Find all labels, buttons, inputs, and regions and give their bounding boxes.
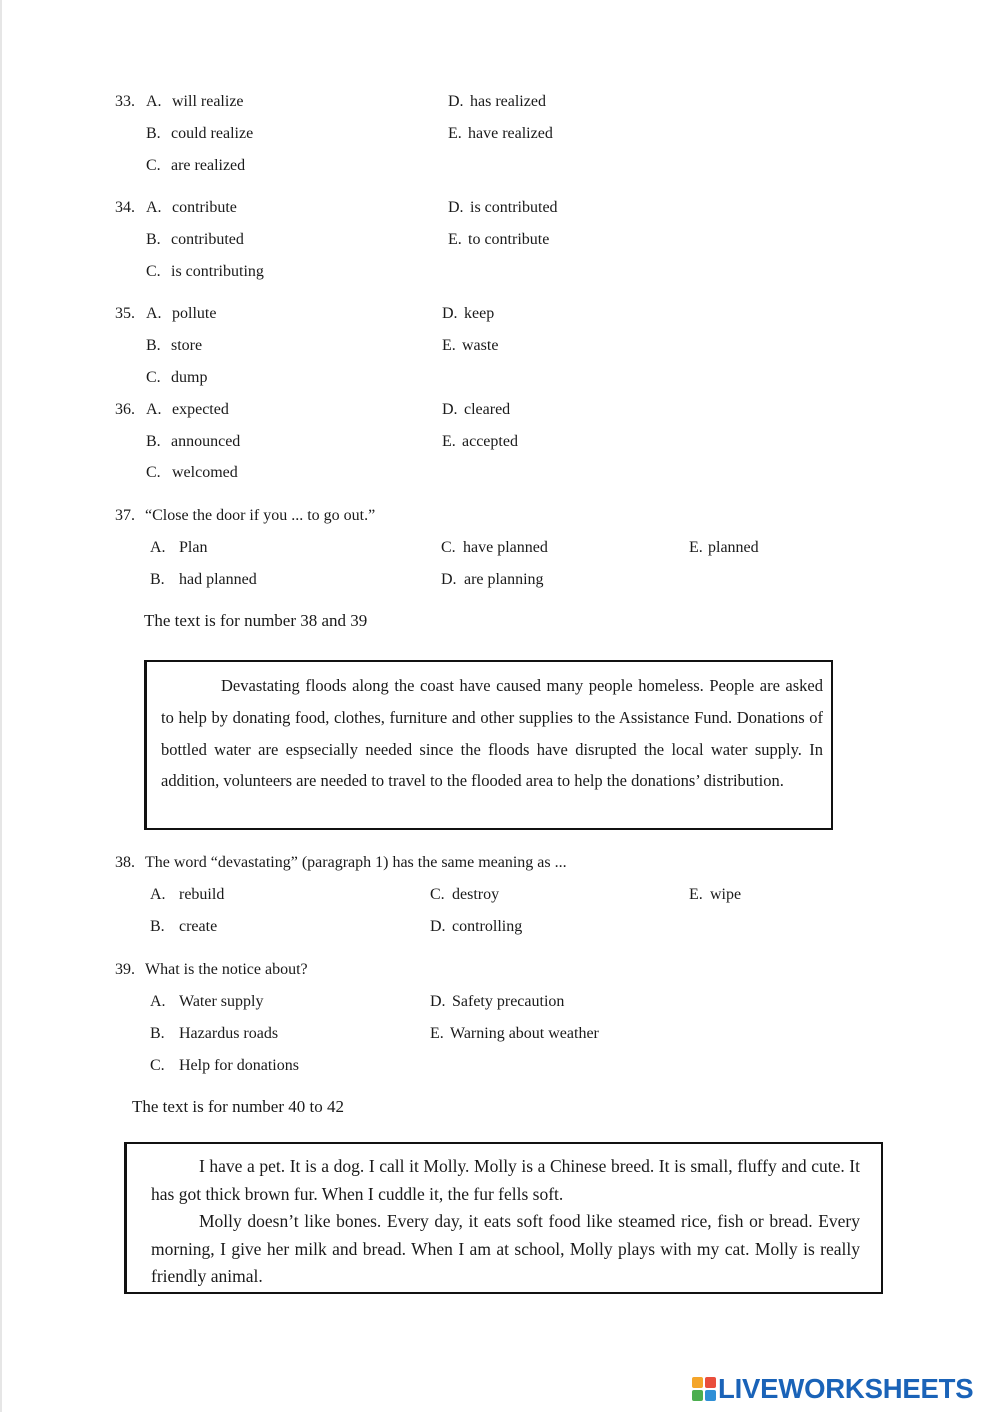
q33-option-e[interactable]: have realized [468, 125, 553, 142]
q39-option-a[interactable]: Water supply [179, 993, 264, 1010]
q37-option-c-letter: C. [441, 539, 456, 556]
q37-option-c[interactable]: have planned [463, 539, 548, 556]
question-37-stem: “Close the door if you ... to go out.” [145, 507, 376, 524]
q34-option-b[interactable]: contributed [171, 231, 244, 248]
q33-option-b-letter: B. [146, 125, 161, 142]
question-36-number: 36. [115, 401, 135, 418]
question-35-number: 35. [115, 305, 135, 322]
q36-option-e-letter: E. [442, 433, 456, 450]
question-39-number: 39. [115, 961, 135, 978]
q39-option-e[interactable]: Warning about weather [450, 1025, 599, 1042]
q39-option-d[interactable]: Safety precaution [452, 993, 565, 1010]
q37-option-a[interactable]: Plan [179, 539, 208, 556]
pet-story-paragraph-1: I have a pet. It is a dog. I call it Molly. Molly is a Chinese breed. It is small, fluffy and cute. It has got thick brown fur. When I cuddle it, the fur fells soft. [151, 1156, 860, 1204]
q39-option-c-letter: C. [150, 1057, 165, 1074]
q38-option-b[interactable]: create [179, 918, 218, 935]
q39-option-b-letter: B. [150, 1025, 165, 1042]
q35-option-e[interactable]: waste [462, 337, 499, 354]
q33-option-a-letter: A. [146, 93, 162, 110]
q37-option-a-letter: A. [150, 539, 166, 556]
q38-option-c-letter: C. [430, 886, 445, 903]
q34-option-a[interactable]: contribute [172, 199, 237, 216]
q35-option-d[interactable]: keep [464, 305, 495, 322]
q34-option-d-letter: D. [448, 199, 464, 216]
q36-option-b[interactable]: announced [171, 433, 241, 450]
q39-option-a-letter: A. [150, 993, 166, 1010]
q37-option-b-letter: B. [150, 571, 165, 588]
q33-option-d[interactable]: has realized [470, 93, 546, 110]
q38-option-a-letter: A. [150, 886, 166, 903]
q39-option-c[interactable]: Help for donations [179, 1057, 299, 1074]
q33-option-b[interactable]: could realize [171, 125, 254, 142]
q36-option-c-letter: C. [146, 464, 161, 481]
question-33-number: 33. [115, 93, 135, 110]
q38-option-b-letter: B. [150, 918, 165, 935]
q35-option-c[interactable]: dump [171, 369, 208, 386]
q34-option-e[interactable]: to contribute [468, 231, 550, 248]
logo-tile [705, 1377, 716, 1388]
pet-story-text [151, 1153, 860, 1291]
notice-passage-box [144, 660, 833, 830]
liveworksheets-logo [692, 1373, 992, 1405]
q35-option-a[interactable]: pollute [172, 305, 217, 322]
q34-option-d[interactable]: is contributed [470, 199, 558, 216]
q33-option-c-letter: C. [146, 157, 161, 174]
q33-option-e-letter: E. [448, 125, 462, 142]
q34-option-b-letter: B. [146, 231, 161, 248]
q33-option-d-letter: D. [448, 93, 464, 110]
q35-option-a-letter: A. [146, 305, 162, 322]
q38-option-e-letter: E. [689, 886, 703, 903]
q39-option-b[interactable]: Hazardus roads [179, 1025, 279, 1042]
question-34-number: 34. [115, 199, 135, 216]
q39-option-e-letter: E. [430, 1025, 444, 1042]
q36-option-d-letter: D. [442, 401, 458, 418]
q33-option-a[interactable]: will realize [172, 93, 244, 110]
q36-option-a-letter: A. [146, 401, 162, 418]
section-2-intro: The text is for number 40 to 42 [132, 1097, 344, 1116]
q36-option-e[interactable]: accepted [462, 433, 518, 450]
q36-option-d[interactable]: cleared [464, 401, 511, 418]
notice-passage: Devastating floods along the coast have caused many people homeless. People are asked to help by donating food, clothes, furniture and other supplies to the Assistance Fund. Donations of bottled water are espsecially needed since the floods have disrupted the local water supply. In addition, volunteers are needed to travel to the flooded area to help the donations’ distribution. [161, 676, 823, 791]
q34-option-c[interactable]: is contributing [171, 263, 264, 280]
pet-story-paragraph-2: Molly doesn’t like bones. Every day, it eats soft food like steamed rice, fish or bread. Every morning, I give her milk and bread. When I am at school, Molly plays with my cat. Molly is really friendly animal. [151, 1211, 860, 1286]
page-edge [0, 0, 2, 1412]
question-38-stem: The word “devastating” (paragraph 1) has the same meaning as ... [145, 854, 567, 871]
logo-tile [692, 1377, 703, 1388]
q34-option-e-letter: E. [448, 231, 462, 248]
q35-option-d-letter: D. [442, 305, 458, 322]
q37-option-d-letter: D. [441, 571, 457, 588]
q38-option-d[interactable]: controlling [452, 918, 523, 935]
q37-option-e[interactable]: planned [708, 539, 759, 556]
q36-option-b-letter: B. [146, 433, 161, 450]
q34-option-a-letter: A. [146, 199, 162, 216]
question-38-number: 38. [115, 854, 135, 871]
q36-option-c[interactable]: welcomed [172, 464, 238, 481]
question-39-stem: What is the notice about? [145, 961, 308, 978]
section-1-intro: The text is for number 38 and 39 [144, 611, 368, 630]
q34-option-c-letter: C. [146, 263, 161, 280]
q35-option-c-letter: C. [146, 369, 161, 386]
q37-option-e-letter: E. [689, 539, 703, 556]
q33-option-c[interactable]: are realized [171, 157, 246, 174]
q37-option-d[interactable]: are planning [464, 571, 544, 588]
pet-story-box [124, 1142, 883, 1294]
q38-option-c[interactable]: destroy [452, 886, 500, 903]
liveworksheets-wordmark: LIVEWORKSHEETS [718, 1373, 974, 1404]
logo-tile [692, 1390, 703, 1401]
q37-option-b[interactable]: had planned [179, 571, 257, 588]
logo-tile [705, 1390, 716, 1401]
q35-option-b[interactable]: store [171, 337, 203, 354]
q36-option-a[interactable]: expected [172, 401, 229, 418]
q35-option-e-letter: E. [442, 337, 456, 354]
question-37-number: 37. [115, 507, 135, 524]
q35-option-b-letter: B. [146, 337, 161, 354]
q39-option-d-letter: D. [430, 993, 446, 1010]
q38-option-d-letter: D. [430, 918, 446, 935]
liveworksheets-logo-icon [692, 1377, 716, 1401]
q38-option-e[interactable]: wipe [710, 886, 742, 903]
q38-option-a[interactable]: rebuild [179, 886, 225, 903]
